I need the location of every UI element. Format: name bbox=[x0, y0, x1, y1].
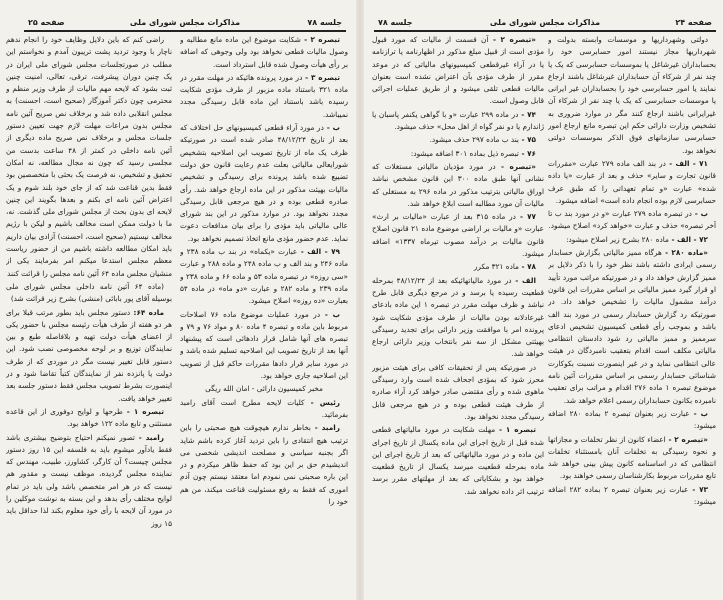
paragraph bbox=[6, 281, 172, 306]
paragraph bbox=[180, 397, 348, 422]
paragraph-text: (ماده ۶۴ آئین نامه داخلی مجلس شورای ملی بوسیله آقای پور بابائی (منشی) بشرح زیر قرائت شد) bbox=[6, 281, 172, 304]
paragraph-lead: ۷۴ - bbox=[518, 109, 536, 119]
paragraph bbox=[6, 406, 172, 431]
page-number: صفحه ۲۵ bbox=[28, 18, 65, 27]
paragraph-lead: تبصره ۳ - bbox=[302, 72, 341, 82]
paragraph bbox=[372, 109, 544, 134]
paragraph-text: مخبر کمیسیون دارائی - امان الله ریگی bbox=[205, 384, 323, 394]
paragraph-lead: ۷۱ - الف - bbox=[665, 158, 709, 168]
paragraph-text: عبارت زیر بعنوان تبصره ۲ بماده ۲۸۰ اضافه میشود: bbox=[548, 408, 716, 431]
paragraph bbox=[372, 211, 544, 260]
paragraph-lead: رامبد - bbox=[310, 423, 340, 433]
paragraph-lead: ب - bbox=[691, 209, 708, 219]
paragraph bbox=[548, 234, 716, 246]
paragraph-lead: تبصره ۲ - bbox=[300, 35, 341, 44]
paragraph-lead: رئیس - bbox=[304, 397, 341, 407]
paragraph-text: بخاطر ندارم هیچوقت هیچ صحبتی را باین ترتیب هیچ انتقادی را باین تردید آغاز کرده باشم شاید اگر بجنبه سیاسی و مصلحت اندیشی شخصی می اندیشیدم حق بر این بود که حفظ ظاهر میکردم و در این باره صحبتی نمی نمودم اما معتقد نیستم چون آدم اموری که فقط به رفع مسئولیت قناعت میکند، من هم خود را bbox=[180, 423, 348, 506]
paragraph-text: تصور نمیکنم احتیاج بتوضیح بیشتری باشد فقط یادآور میشوم باید به فلسفه این ۱۵ روز دستور مجلس چیست؟ آن کارگر، کشاورز، طبیب، مهندس که نماینده مجلس گردیده، موظف نیست و مقدور هم نیست که در هر امر متخصص باشد ولی باید در تمام لوایح مختلف رأی بدهد و این بسته به نوشت موکلین را در مورد آن لایحه با رأی خود معلوم بکند لذا حداقل باید ۱۵ روز bbox=[6, 432, 172, 528]
page-25 bbox=[0, 0, 358, 600]
paragraph-lead: «تبصره ۲ - bbox=[665, 434, 709, 444]
paragraph-text: در مورد آراء قطعی کمیسیونهای حل اختلاف که بعد از تاریخ ۴۸/۱۲/۲۴ صادر شده است در صورتیکه ظرف یک ماه از تاریخ تصویب این اصلاحیه بتشخیص شورایعالی مالیاتی بعلت عدم رعایت قانون حق دولت تضییع شده باشد پرونده برای رسیدگی و تشخیص مالیات بهیئت مذکور در این ماده ارجاع خواهد شد. رأی صادره قطعی بوده و در هیچ مرجعی قابل رسیدگی مجدد نخواهد بود. در موارد مذکور در این بند شورای عالی مالیاتی باید مؤدی را برای بیان مدافعات دعوت نماید. عدم حضور مؤدی مانع اتخاذ تصمیم نخواهد بود. bbox=[180, 123, 348, 243]
paragraph bbox=[372, 275, 544, 361]
paragraph-lead: رامبد - bbox=[134, 432, 164, 442]
text-column-left bbox=[372, 34, 544, 574]
paragraph bbox=[548, 158, 716, 207]
paragraph-lead: ۷۲ - الف - bbox=[668, 234, 708, 244]
paragraph bbox=[548, 434, 716, 483]
page-header bbox=[24, 17, 346, 32]
paragraph-lead: ب - bbox=[689, 408, 709, 418]
paragraph-lead: «تبصره ۲ - bbox=[488, 35, 537, 44]
paragraph-text: بند ب ماده ۲۹۷ حذف میشود. bbox=[429, 135, 519, 145]
page-number: صفحه ۲۴ bbox=[675, 18, 712, 27]
paragraph-lead: ۷۸ - bbox=[518, 262, 536, 272]
paragraph bbox=[548, 408, 716, 433]
paragraph-lead: الف - bbox=[511, 275, 536, 285]
paragraph bbox=[548, 247, 716, 407]
paragraph-text: در مورد مالیاتهائیکه بعد از ۴۸/۱۲/۲۴ بمرحله قطعیت رسیده یا برسد و در مرجع دیگری قابل طرح نباشد و ظرف مهلت مقرر در تبصره ۱ این ماده بادعای غیرعادلانه بودن مالیات از طرف مؤدی شکایت شود پرونده امر با موافقت وزیر دارائی برای تجدید رسیدگی بهیئتی مشکل از سه نفر بانتخاب وزیر دارائی ارجاع خواهد شد. bbox=[372, 275, 544, 359]
paragraph-text: آن قسمت از مالیات که مورد قبول مؤدی است از قبیل مبلغ مذکور در اظهارنامه یا ترازنامه یا در آراء غیرقطعی کمیسیونهای مالیاتی که در موعد مقرر از طرف مؤدی بآن اعتراض نشده است بعنوان مالیات قطعی تلقی میشود و از طریق عملیات اجرائی قابل وصول است. bbox=[372, 35, 544, 106]
paragraph bbox=[180, 309, 348, 383]
paragraph-text: در ماده ۳۱۵ بعد از عبارت «مالیات بر ارث» عبارت «و مالیات بر اراضی موضوع ماده ۲۱ قانون اصلاح قانون مالیات بر درآمد مصوب تیرماه ۱۳۳۷» اضافه میشود. bbox=[372, 212, 544, 259]
paragraph bbox=[180, 34, 348, 71]
page-header bbox=[374, 17, 716, 32]
paragraph-lead: ب - bbox=[323, 123, 340, 133]
paragraph-text: دستور مجلس باید بطور مرتب قبلا برای هر دو هفته از طرف هیأت رئیسه مجلس با حضور یکی از اعضای هیأت دولت تهیه و بلافاصله طبع و بین نمایندگان توزیع و بر لوحه مخصوصی نصب شود. این دستور قابل تغییر نیست مگر در موردی که از طرف دولت یا پانزده نفر از نمایندگان کتباً تقاضا شود و در اینصورت بشرط تصویب مجلس فقط دستور جلسه بعد تغییر خواهد یافت. bbox=[6, 307, 172, 403]
paragraph-lead: «تبصره - bbox=[495, 161, 536, 171]
paragraph-lead: ب - bbox=[320, 309, 341, 319]
paragraph bbox=[372, 161, 544, 210]
paragraph-text: در مورد پرونده هائیکه در مهلت مقرر در ماده ۳۲۱ باستناد ماده مزبور از طرف مؤدی شکایت رسیده باشد باستناد این ماده قابل رسیدگی مجدد نمیباشد. bbox=[180, 72, 348, 119]
paragraph-text: در مورد مؤدیان مالیاتی مستغلات که نشانی آنها طبق ماده ۳۰۰ این قانون مشخص نباشد اوراق مالیاتی بترتیب مذکور در ماده ۲۹۶ به مستغلی که مالیات آن مورد مطالبه است ابلاغ خواهد شد. bbox=[372, 161, 544, 208]
paragraph-text: ماده ۲۸۰ بشرح زیر اصلاح میشود: bbox=[566, 234, 669, 244]
paragraph-text: مهلت شکایت در مورد مالیاتهای قطعی شده قبل از تاریخ اجرای این ماده یکسال از تاریخ اجرای این ماده و در مورد مالیاتهائی که بعد از تاریخ اجرای این ماده بمرحله قطعیت میرسد یکسال از تاریخ قطعیت خواهد بود و بشکایاتی که بعد از مهلتهای مقرر برسد ترتیب اثر داده نخواهد شد. bbox=[372, 425, 544, 496]
paragraph bbox=[180, 422, 348, 508]
paragraph-text: طرحها و لوایح دوفوری از این قاعده مستثنی و تابع ماده ۱۲۲ خواهد بود. bbox=[6, 406, 172, 429]
paragraph bbox=[372, 148, 544, 160]
paragraph-text: هرگاه ممیز مالیاتی بگزارش حسابدار رسمی ایرادی داشته باشد نظر خود را با ذکر دلایل بر ممیز گزارش خواهد داد و در صورتیکه مراتب مورد تأیید او قرار گیرد ممیز مالیاتی بر اساس مقررات این قانون درآمد مشمول مالیات را تشخیص خواهد داد. در صورتیکه رد گزارش حسابدار رسمی در مورد بند الف باشد و بموجب رأی قطعی کمیسیون تشخیص ادعای سرممیز و ممیز مالیاتی رد شود دادستان انتظامی مالیاتی مکلف است اقدام بتعقیب نامبردگان در هیئت عالی انتظامی نماید و در غیر اینصورت نسبت بکوکارت شناسائی حسابدار رسمی بر اساس مقررات آئین نامه موضوع تبصره ۱ ماده ۲۷۶ اقدام و مراتب برای تعقیب نامبرده بکانون حسابداران رسمی اعلام خواهد شد. bbox=[548, 248, 716, 405]
paragraph bbox=[372, 362, 544, 423]
paragraph-lead: ۷۵ - bbox=[518, 135, 536, 145]
paragraph bbox=[372, 34, 544, 108]
text-column-right bbox=[180, 34, 348, 574]
paragraph bbox=[372, 134, 544, 146]
text-column-right bbox=[548, 34, 716, 574]
paragraph bbox=[180, 122, 348, 245]
paragraph bbox=[6, 34, 172, 280]
paragraph-text: ماده ۳۲۱ مکرر bbox=[473, 262, 519, 272]
paragraph-lead: تبصره ۱ - bbox=[495, 425, 536, 435]
paragraph-lead: ۷۳ - bbox=[688, 484, 709, 494]
paragraph-text: اعضاء کانون از نظر تخلفات و مجازاتها و نحوه رسیدگی به تخلفات آنان بامستثناء تخلفات انتظامی که در اساسنامه کانون پیش بینی خواهد شد تابع مقررات مربوط بکارشناسان رسمی خواهند بود. bbox=[548, 434, 716, 481]
paragraph-text: در بند الف ماده ۲۷۹ عبارت «مقررات قانون تجارت و سایر» حذف و بعد از عبارت «یا داده شده» عبارت «و تمام تعهداتی را که طبق عرف حسابرسی لازم بوده انجام داده است» اضافه میشود. bbox=[548, 158, 716, 205]
text-column-left bbox=[6, 34, 172, 574]
paragraph-lead: ۷۹ - الف - bbox=[297, 247, 340, 257]
paragraph-text: تبصره ذیل بماده ۳۰۱ اضافه میشود: bbox=[410, 148, 519, 158]
paragraph bbox=[548, 484, 716, 509]
paragraph-lead: «ماده ۲۸۰ - bbox=[661, 248, 708, 258]
paragraph-text: در تبصره ماده ۲۷۹ عبارت «و در مورد بند ب تا آخر تبصره» حذف و عبارت «خواهد کرد» اصلاح میشود. bbox=[548, 209, 716, 231]
paragraph-text: دولتی وشهرداریها و موسسات وابسته بدولت و شهرداریها مجاز نیستند امور حسابرسی خود را بحسابداران غیرشاغل یا بموسسات حسابرسی که یک یا چند نفر از شرکاء آن حسابداران غیرشاغل باشند ارجاع نمایند یا امور حسابرسی خود را بحسابداران غیر ایرانی یا موسسات حسابرسی که یک یا چند نفر از شرکاء آن غیرایرانی باشند ارجاع کنند مگر در موارد ضروری به تشخیص وزارت دارائی حکم این تبصره مانع ارجاع امور حسابرسی سازمانهای فوق الذکر بموسسات دولتی نخواهد بود. bbox=[548, 35, 716, 155]
paragraph bbox=[180, 72, 348, 121]
paragraph-lead: تبصره ۱ - bbox=[122, 406, 165, 416]
paragraph bbox=[372, 261, 544, 273]
session-number: جلسه ۷۸ bbox=[378, 18, 413, 27]
paragraph-text: در ماده ۲۹۹ عبارت «و با گواهی یکنفر پاسبان یا ژاندارم یا دو نفر گواه از اهل محل» حذف میشود. bbox=[372, 109, 544, 132]
paragraph bbox=[548, 208, 716, 233]
paragraph-text: عبارت «یکماه» در بند ب ماده ۲۳۸ و ماده ۲۴۶ و بند الف و ب ماده ۲۴۸ و ماده ۲۸۸ و عبارت «سی روزه» در تبصره ماده ۵۳ و ماده ۶۶ و ماده ۲۳۸ و ماده ۲۳۹ و ماده ۲۸۲ و عبارت «دو ماه» در ماده ۵۴ بعبارت «ده روزه» اصلاح میشود. bbox=[180, 247, 348, 306]
paragraph-text: عبارت زیر بعنوان تبصره ۲ بماده ۲۸۲ اضافه میشود: bbox=[548, 484, 716, 506]
paragraph bbox=[6, 307, 172, 405]
paragraph-lead: ۷۶ - bbox=[518, 148, 536, 158]
paragraph bbox=[180, 246, 348, 307]
running-title: مذاکرات مجلس شورای ملی bbox=[489, 18, 601, 27]
paragraph-text: شکایت موضوع این ماده مانع مطالبه و وصول مالیات قطعی نخواهد بود ولی وجوهی که اضافه بر رأی هیأت وصول شده قابل استرداد است. bbox=[180, 35, 348, 69]
paragraph bbox=[6, 432, 172, 530]
paragraph-lead: ۷۷ - bbox=[515, 212, 537, 222]
paragraph-text: در مورد عملیات موضوع ماده ۷۶ اصلاحات مربوط باین ماده و تبصره ۴ ماده ۸۰ و مواد ۷۶ و ۷۹ و تبصره های آنها شامل قرار دادهائی است که پیشنهاد آنها بعد از تاریخ تصویب این اصلاحیه تسلیم شده باشد و در مورد سایر قرار دادها مقررات حاکم قبل از تصویب این اصلاحیه جاری خواهد بود. bbox=[180, 309, 348, 381]
paragraph-text: کلیات لایحه مطرح است آقای رامبد بفرمائید. bbox=[180, 397, 348, 419]
paragraph-lead: ماده ۶۴: bbox=[130, 307, 164, 317]
paragraph bbox=[372, 424, 544, 498]
paragraph-text: در صورتیکه پس از تحقیقات کافی برای هیئت مزبور محرز شود که بمؤدی اجحاف شده است وارد رسیدگی ماهوی شده و رأی مقتضی صادر خواهد کرد آراء صادره از طرف هیئت قطعی بوده و در هیچ مرجعی قابل رسیدگی مجدد نخواهد بود. bbox=[372, 362, 544, 421]
paragraph bbox=[180, 383, 348, 395]
page-24 bbox=[362, 0, 723, 600]
running-title: مذاکرات مجلس شورای ملی bbox=[129, 18, 241, 27]
paragraph bbox=[548, 34, 716, 157]
paragraph-text: راضی کنم که باین دلایل وظایف خود را انجام ندهم ناچار با وجود تردید پشت تریبون آمدم و نخواستم این مطلب در صورتجلسات مجلس شورای ملی ایران در یک چنین دوران پیشرفت، ترقی، تعالی، امنیت چنین ثبت بشود که لایحه مهم مالیات از طرف وزیر منظم و محترمی چون دکتر آموزگار (صحیح است، احسنت) به مجلس انقلابی داده شد و برخلاف نص صریح آئین نامه مجلس بدون مراعات مهلت لازم جهت تعیین دستور جلسات مجلس و برخلاف نص صریح ماده دیگری از آئین نامه داخلی در کمتر از ۴۸ ساعت بدست من مجلسی رسید که چون نه مجال مطالعه، نه امکان تحقیق و تشخیص، نه فرصت یک بحثی با متخصصین بود فقط بدین قناعت شد که از جای خود بلند شوم و یک اعتراض آئین نامه ای بکنم و بعدها بگویند این چنین لایحه ای بدون بحث از مجلس شورای ملی گذشت. نه، ما با دولت ممکن است مخالف باشیم و لیکن با رژیم مخالف نیستیم (صحیح است، احسنت) آزادی بیان داریم باید امکان مطالعه داشته باشیم من از حضور ریاست معظم مجلس استدعا میکنم امر بفرمایند یکی از منشیان مجلس ماده ۶۴ آئین نامه مجلس را قرائت کنند bbox=[6, 35, 172, 278]
session-number: جلسه ۷۸ bbox=[307, 18, 342, 27]
